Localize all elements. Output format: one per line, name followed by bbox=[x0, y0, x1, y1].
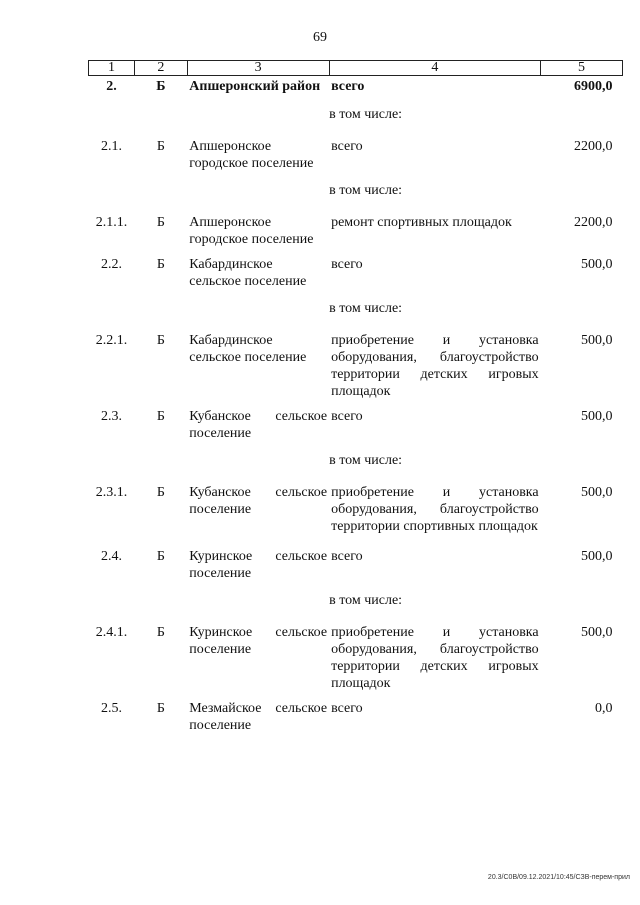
row-number: 2.1. bbox=[100, 138, 122, 154]
empty-cell bbox=[134, 582, 187, 616]
amount-value: 2200,0 bbox=[574, 138, 613, 154]
in-total-label: в том числе: bbox=[329, 452, 403, 468]
purpose-description: всего bbox=[331, 79, 365, 94]
column-header-1: 1 bbox=[89, 61, 135, 76]
purpose-description: приобретение и установка оборудования, благоустройство территории спортивных площадок bbox=[331, 484, 539, 534]
empty-cell bbox=[134, 96, 187, 130]
municipality-name: Кабардинское сельское поселение bbox=[189, 332, 307, 365]
subtotal-label-row bbox=[89, 582, 623, 616]
row-category: Б bbox=[156, 214, 165, 230]
table-row bbox=[89, 692, 623, 734]
purpose-description: всего bbox=[331, 548, 363, 564]
amount-value: 2200,0 bbox=[574, 214, 613, 230]
empty-cell bbox=[89, 290, 135, 324]
municipality-name: Кабардинское сельское поселение bbox=[189, 256, 307, 289]
in-total-label: в том числе: bbox=[329, 300, 403, 316]
row-category: Б bbox=[156, 700, 165, 716]
in-total-label: в том числе: bbox=[329, 592, 403, 608]
municipality-name: Апшеронское городское поселение bbox=[189, 138, 314, 171]
row-number: 2.2. bbox=[100, 256, 122, 272]
row-number: 2. bbox=[106, 79, 117, 94]
empty-cell bbox=[187, 172, 329, 206]
amount-value: 500,0 bbox=[581, 484, 613, 500]
subtotal-label-row bbox=[89, 290, 623, 324]
municipality-name: Куринское сельское поселение bbox=[189, 548, 328, 581]
empty-cell bbox=[187, 442, 329, 476]
empty-cell bbox=[187, 290, 329, 324]
amount-value: 500,0 bbox=[581, 548, 613, 564]
purpose-description: всего bbox=[331, 700, 363, 716]
table-row bbox=[89, 76, 623, 96]
amount-value: 500,0 bbox=[581, 624, 613, 640]
table-body bbox=[89, 76, 623, 734]
table-row bbox=[89, 324, 623, 400]
municipality-name: Куринское сельское поселение bbox=[189, 624, 328, 657]
amount-value: 500,0 bbox=[581, 256, 613, 272]
row-number: 2.4.1. bbox=[95, 624, 128, 640]
table-row bbox=[89, 400, 623, 442]
purpose-description: приобретение и установка оборудования, благоустройство территории детских игровых площадок bbox=[331, 332, 539, 399]
in-total-label: в том числе: bbox=[329, 182, 403, 198]
municipality-name: Кубанское сельское поселение bbox=[189, 408, 328, 441]
row-category: Б bbox=[156, 624, 165, 640]
table-header bbox=[89, 61, 623, 76]
empty-cell bbox=[187, 96, 329, 130]
amount-value: 500,0 bbox=[581, 408, 613, 424]
row-number: 2.3.1. bbox=[95, 484, 128, 500]
column-header-4: 4 bbox=[329, 61, 541, 76]
purpose-description: ремонт спортивных площадок bbox=[331, 214, 512, 230]
table-row bbox=[89, 206, 623, 248]
purpose-description: всего bbox=[331, 138, 363, 154]
empty-cell bbox=[134, 442, 187, 476]
column-header-5: 5 bbox=[541, 61, 623, 76]
table-row bbox=[89, 540, 623, 582]
row-category: Б bbox=[156, 138, 165, 154]
municipality-name: Кубанское сельское поселение bbox=[189, 484, 328, 517]
empty-cell bbox=[89, 582, 135, 616]
municipality-name: Апшеронское городское поселение bbox=[189, 214, 314, 247]
budget-table bbox=[88, 60, 623, 734]
row-number: 2.4. bbox=[100, 548, 122, 564]
amount-value: 6900,0 bbox=[574, 79, 613, 94]
in-total-label: в том числе: bbox=[329, 106, 403, 122]
empty-cell bbox=[187, 582, 329, 616]
row-category: Б bbox=[156, 484, 165, 500]
row-category: Б bbox=[156, 256, 165, 272]
empty-cell bbox=[134, 290, 187, 324]
page-number: 69 bbox=[313, 30, 327, 45]
row-number: 2.2.1. bbox=[95, 332, 128, 348]
row-category: Б bbox=[156, 79, 166, 94]
empty-cell bbox=[89, 96, 135, 130]
subtotal-label-row bbox=[89, 442, 623, 476]
table-row bbox=[89, 130, 623, 172]
row-category: Б bbox=[156, 548, 165, 564]
subtotal-label-row bbox=[89, 96, 623, 130]
column-header-2: 2 bbox=[134, 61, 187, 76]
empty-cell bbox=[89, 442, 135, 476]
column-header-3: 3 bbox=[187, 61, 329, 76]
empty-cell bbox=[89, 172, 135, 206]
municipality-name: Мезмайское сельское поселение bbox=[189, 700, 328, 733]
row-number: 2.1.1. bbox=[95, 214, 128, 230]
document-footer: 20.3/С0В/09.12.2021/10:45/СЗВ-перем-прил bbox=[487, 874, 630, 881]
purpose-description: всего bbox=[331, 408, 363, 424]
row-category: Б bbox=[156, 408, 165, 424]
row-number: 2.5. bbox=[100, 700, 122, 716]
municipality-name: Апшеронский район bbox=[189, 79, 321, 94]
row-number: 2.3. bbox=[100, 408, 122, 424]
table-row bbox=[89, 476, 623, 540]
table-row bbox=[89, 616, 623, 692]
purpose-description: всего bbox=[331, 256, 363, 272]
subtotal-label-row bbox=[89, 172, 623, 206]
table-row bbox=[89, 248, 623, 290]
row-category: Б bbox=[156, 332, 165, 348]
purpose-description: приобретение и установка оборудования, благоустройство территории детских игровых площадок bbox=[331, 624, 539, 691]
empty-cell bbox=[134, 172, 187, 206]
amount-value: 0,0 bbox=[595, 700, 613, 716]
amount-value: 500,0 bbox=[581, 332, 613, 348]
